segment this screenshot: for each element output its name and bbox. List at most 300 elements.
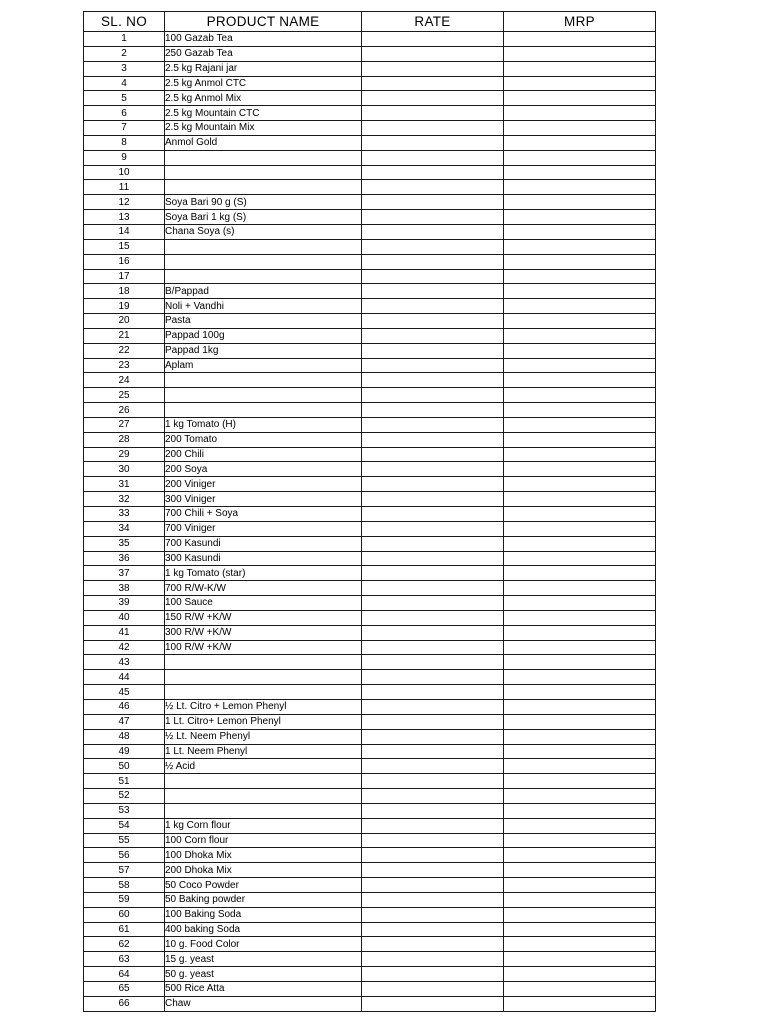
cell-mrp xyxy=(504,373,656,388)
table-row xyxy=(84,477,656,492)
cell-rate xyxy=(362,744,504,759)
cell-mrp xyxy=(504,46,656,61)
cell-product-name xyxy=(165,254,362,269)
cell-product-name: 2.5 kg Anmol Mix xyxy=(165,91,362,106)
cell-mrp xyxy=(504,640,656,655)
cell-rate xyxy=(362,224,504,239)
table-row xyxy=(84,729,656,744)
table-row xyxy=(84,892,656,907)
cell-rate xyxy=(362,610,504,625)
cell-product-name: 700 Chili + Soya xyxy=(165,507,362,522)
table-row xyxy=(84,967,656,982)
table-row xyxy=(84,610,656,625)
cell-rate xyxy=(362,328,504,343)
cell-product-name: 100 Corn flour xyxy=(165,833,362,848)
cell-product-name: 50 Coco Powder xyxy=(165,878,362,893)
table-row xyxy=(84,314,656,329)
table-row xyxy=(84,640,656,655)
cell-sl-no: 37 xyxy=(84,566,165,581)
cell-rate xyxy=(362,403,504,418)
cell-sl-no: 40 xyxy=(84,610,165,625)
cell-product-name: 2.5 kg Rajani jar xyxy=(165,61,362,76)
cell-mrp xyxy=(504,135,656,150)
cell-product-name: Aplam xyxy=(165,358,362,373)
cell-sl-no: 20 xyxy=(84,314,165,329)
table-row xyxy=(84,878,656,893)
cell-mrp xyxy=(504,878,656,893)
cell-product-name xyxy=(165,239,362,254)
cell-mrp xyxy=(504,937,656,952)
cell-sl-no: 6 xyxy=(84,106,165,121)
cell-rate xyxy=(362,625,504,640)
cell-product-name xyxy=(165,388,362,403)
table-row xyxy=(84,744,656,759)
table-row xyxy=(84,922,656,937)
cell-product-name: 15 g. yeast xyxy=(165,952,362,967)
cell-rate xyxy=(362,432,504,447)
cell-sl-no: 55 xyxy=(84,833,165,848)
table-row xyxy=(84,759,656,774)
table-row xyxy=(84,358,656,373)
cell-mrp xyxy=(504,195,656,210)
cell-mrp xyxy=(504,462,656,477)
cell-product-name xyxy=(165,373,362,388)
cell-product-name: 400 baking Soda xyxy=(165,922,362,937)
cell-mrp xyxy=(504,892,656,907)
cell-product-name: 10 g. Food Color xyxy=(165,937,362,952)
cell-mrp xyxy=(504,581,656,596)
table-row xyxy=(84,180,656,195)
cell-sl-no: 17 xyxy=(84,269,165,284)
cell-product-name: Noli + Vandhi xyxy=(165,299,362,314)
cell-mrp xyxy=(504,358,656,373)
cell-rate xyxy=(362,239,504,254)
table-row xyxy=(84,210,656,225)
cell-mrp xyxy=(504,536,656,551)
cell-rate xyxy=(362,699,504,714)
table-row xyxy=(84,566,656,581)
table-row xyxy=(84,507,656,522)
cell-rate xyxy=(362,150,504,165)
cell-mrp xyxy=(504,180,656,195)
table-row xyxy=(84,907,656,922)
cell-sl-no: 12 xyxy=(84,195,165,210)
cell-product-name: 200 Viniger xyxy=(165,477,362,492)
cell-mrp xyxy=(504,759,656,774)
cell-product-name: 150 R/W +K/W xyxy=(165,610,362,625)
cell-sl-no: 36 xyxy=(84,551,165,566)
cell-mrp xyxy=(504,789,656,804)
table-row xyxy=(84,818,656,833)
cell-rate xyxy=(362,685,504,700)
cell-mrp xyxy=(504,269,656,284)
cell-sl-no: 50 xyxy=(84,759,165,774)
cell-sl-no: 22 xyxy=(84,343,165,358)
cell-mrp xyxy=(504,121,656,136)
cell-rate xyxy=(362,789,504,804)
cell-sl-no: 1 xyxy=(84,32,165,47)
table-row xyxy=(84,996,656,1011)
cell-sl-no: 28 xyxy=(84,432,165,447)
table-row xyxy=(84,655,656,670)
table-row xyxy=(84,551,656,566)
cell-rate xyxy=(362,61,504,76)
cell-rate xyxy=(362,254,504,269)
cell-rate xyxy=(362,848,504,863)
table-row xyxy=(84,106,656,121)
cell-mrp xyxy=(504,447,656,462)
cell-rate xyxy=(362,269,504,284)
cell-product-name xyxy=(165,685,362,700)
table-row xyxy=(84,521,656,536)
table-row xyxy=(84,803,656,818)
cell-sl-no: 41 xyxy=(84,625,165,640)
product-price-table xyxy=(83,11,656,1012)
table-row xyxy=(84,299,656,314)
cell-rate xyxy=(362,195,504,210)
table-row xyxy=(84,699,656,714)
cell-rate xyxy=(362,907,504,922)
cell-sl-no: 56 xyxy=(84,848,165,863)
cell-mrp xyxy=(504,670,656,685)
cell-sl-no: 43 xyxy=(84,655,165,670)
cell-mrp xyxy=(504,596,656,611)
cell-product-name xyxy=(165,803,362,818)
cell-rate xyxy=(362,373,504,388)
cell-rate xyxy=(362,640,504,655)
cell-sl-no: 8 xyxy=(84,135,165,150)
cell-mrp xyxy=(504,729,656,744)
cell-mrp xyxy=(504,774,656,789)
cell-mrp xyxy=(504,952,656,967)
cell-sl-no: 63 xyxy=(84,952,165,967)
table-row xyxy=(84,848,656,863)
cell-rate xyxy=(362,314,504,329)
cell-sl-no: 18 xyxy=(84,284,165,299)
cell-sl-no: 13 xyxy=(84,210,165,225)
cell-sl-no: 4 xyxy=(84,76,165,91)
cell-sl-no: 31 xyxy=(84,477,165,492)
cell-sl-no: 52 xyxy=(84,789,165,804)
cell-rate xyxy=(362,996,504,1011)
cell-mrp xyxy=(504,566,656,581)
cell-sl-no: 9 xyxy=(84,150,165,165)
cell-rate xyxy=(362,477,504,492)
cell-rate xyxy=(362,46,504,61)
cell-product-name: Soya Bari 1 kg (S) xyxy=(165,210,362,225)
cell-mrp xyxy=(504,521,656,536)
cell-product-name: 100 Sauce xyxy=(165,596,362,611)
cell-mrp xyxy=(504,507,656,522)
cell-product-name: ½ Lt. Neem Phenyl xyxy=(165,729,362,744)
table-row xyxy=(84,195,656,210)
table-row xyxy=(84,121,656,136)
cell-rate xyxy=(362,521,504,536)
cell-sl-no: 33 xyxy=(84,507,165,522)
cell-sl-no: 10 xyxy=(84,165,165,180)
cell-rate xyxy=(362,299,504,314)
cell-product-name: 300 R/W +K/W xyxy=(165,625,362,640)
table-row xyxy=(84,284,656,299)
cell-product-name: Pappad 100g xyxy=(165,328,362,343)
cell-rate xyxy=(362,937,504,952)
cell-product-name: 100 Dhoka Mix xyxy=(165,848,362,863)
table-row xyxy=(84,492,656,507)
cell-rate xyxy=(362,566,504,581)
cell-rate xyxy=(362,759,504,774)
cell-sl-no: 53 xyxy=(84,803,165,818)
table-row xyxy=(84,982,656,997)
cell-mrp xyxy=(504,655,656,670)
cell-sl-no: 46 xyxy=(84,699,165,714)
cell-sl-no: 65 xyxy=(84,982,165,997)
table-row xyxy=(84,269,656,284)
cell-mrp xyxy=(504,610,656,625)
cell-mrp xyxy=(504,210,656,225)
cell-sl-no: 7 xyxy=(84,121,165,136)
cell-sl-no: 47 xyxy=(84,714,165,729)
cell-product-name: 300 Kasundi xyxy=(165,551,362,566)
cell-sl-no: 16 xyxy=(84,254,165,269)
cell-sl-no: 54 xyxy=(84,818,165,833)
cell-product-name xyxy=(165,165,362,180)
cell-mrp xyxy=(504,863,656,878)
cell-product-name: 700 Viniger xyxy=(165,521,362,536)
cell-product-name: 2.5 kg Anmol CTC xyxy=(165,76,362,91)
cell-sl-no: 58 xyxy=(84,878,165,893)
table-row xyxy=(84,165,656,180)
cell-product-name xyxy=(165,670,362,685)
table-row xyxy=(84,789,656,804)
cell-product-name: 50 Baking powder xyxy=(165,892,362,907)
cell-sl-no: 59 xyxy=(84,892,165,907)
cell-sl-no: 61 xyxy=(84,922,165,937)
cell-sl-no: 15 xyxy=(84,239,165,254)
cell-mrp xyxy=(504,314,656,329)
table-row xyxy=(84,46,656,61)
cell-mrp xyxy=(504,417,656,432)
cell-sl-no: 64 xyxy=(84,967,165,982)
cell-mrp xyxy=(504,714,656,729)
cell-product-name: 100 Baking Soda xyxy=(165,907,362,922)
cell-rate xyxy=(362,462,504,477)
cell-rate xyxy=(362,135,504,150)
cell-rate xyxy=(362,343,504,358)
cell-rate xyxy=(362,447,504,462)
cell-rate xyxy=(362,180,504,195)
cell-sl-no: 27 xyxy=(84,417,165,432)
table-row xyxy=(84,150,656,165)
cell-mrp xyxy=(504,967,656,982)
table-row xyxy=(84,432,656,447)
cell-rate xyxy=(362,982,504,997)
cell-product-name: ½ Acid xyxy=(165,759,362,774)
cell-mrp xyxy=(504,165,656,180)
cell-product-name: 1 Lt. Citro+ Lemon Phenyl xyxy=(165,714,362,729)
table-row xyxy=(84,328,656,343)
cell-sl-no: 26 xyxy=(84,403,165,418)
cell-product-name xyxy=(165,655,362,670)
table-row xyxy=(84,952,656,967)
cell-product-name: Soya Bari 90 g (S) xyxy=(165,195,362,210)
cell-mrp xyxy=(504,685,656,700)
table-row xyxy=(84,462,656,477)
cell-mrp xyxy=(504,907,656,922)
table-row xyxy=(84,388,656,403)
cell-product-name xyxy=(165,774,362,789)
cell-sl-no: 48 xyxy=(84,729,165,744)
cell-mrp xyxy=(504,299,656,314)
cell-product-name: 2.5 kg Mountain Mix xyxy=(165,121,362,136)
cell-mrp xyxy=(504,922,656,937)
cell-mrp xyxy=(504,76,656,91)
cell-mrp xyxy=(504,477,656,492)
cell-sl-no: 2 xyxy=(84,46,165,61)
header-row xyxy=(84,12,656,32)
cell-product-name: 200 Soya xyxy=(165,462,362,477)
cell-rate xyxy=(362,803,504,818)
cell-rate xyxy=(362,670,504,685)
cell-product-name: Anmol Gold xyxy=(165,135,362,150)
cell-rate xyxy=(362,507,504,522)
cell-product-name: 2.5 kg Mountain CTC xyxy=(165,106,362,121)
cell-sl-no: 21 xyxy=(84,328,165,343)
cell-product-name: ½ Lt. Citro + Lemon Phenyl xyxy=(165,699,362,714)
cell-product-name: 500 Rice Atta xyxy=(165,982,362,997)
cell-product-name: Chaw xyxy=(165,996,362,1011)
cell-sl-no: 19 xyxy=(84,299,165,314)
cell-mrp xyxy=(504,61,656,76)
cell-product-name: 1 kg Corn flour xyxy=(165,818,362,833)
table-row xyxy=(84,447,656,462)
cell-mrp xyxy=(504,150,656,165)
cell-rate xyxy=(362,833,504,848)
table-row xyxy=(84,863,656,878)
cell-rate xyxy=(362,596,504,611)
cell-rate xyxy=(362,863,504,878)
cell-product-name: Chana Soya (s) xyxy=(165,224,362,239)
cell-mrp xyxy=(504,224,656,239)
cell-sl-no: 45 xyxy=(84,685,165,700)
cell-rate xyxy=(362,581,504,596)
table-row xyxy=(84,536,656,551)
cell-sl-no: 62 xyxy=(84,937,165,952)
cell-rate xyxy=(362,284,504,299)
cell-product-name: 1 Lt. Neem Phenyl xyxy=(165,744,362,759)
cell-product-name: Pappad 1kg xyxy=(165,343,362,358)
table-body xyxy=(84,32,656,1012)
cell-product-name: 200 Chili xyxy=(165,447,362,462)
cell-mrp xyxy=(504,625,656,640)
table-row xyxy=(84,581,656,596)
cell-mrp xyxy=(504,982,656,997)
cell-product-name xyxy=(165,180,362,195)
cell-sl-no: 25 xyxy=(84,388,165,403)
table-row xyxy=(84,625,656,640)
cell-mrp xyxy=(504,432,656,447)
cell-mrp xyxy=(504,328,656,343)
cell-mrp xyxy=(504,744,656,759)
cell-mrp xyxy=(504,254,656,269)
cell-mrp xyxy=(504,492,656,507)
cell-sl-no: 11 xyxy=(84,180,165,195)
cell-rate xyxy=(362,32,504,47)
cell-sl-no: 24 xyxy=(84,373,165,388)
table-header xyxy=(84,12,656,32)
table-row xyxy=(84,403,656,418)
cell-rate xyxy=(362,729,504,744)
cell-sl-no: 60 xyxy=(84,907,165,922)
cell-rate xyxy=(362,952,504,967)
cell-sl-no: 66 xyxy=(84,996,165,1011)
cell-mrp xyxy=(504,239,656,254)
cell-sl-no: 23 xyxy=(84,358,165,373)
cell-product-name: 300 Viniger xyxy=(165,492,362,507)
cell-mrp xyxy=(504,106,656,121)
cell-sl-no: 49 xyxy=(84,744,165,759)
cell-rate xyxy=(362,714,504,729)
cell-mrp xyxy=(504,388,656,403)
cell-product-name: 100 Gazab Tea xyxy=(165,32,362,47)
header-mrp: MRP xyxy=(504,12,656,32)
cell-product-name: 250 Gazab Tea xyxy=(165,46,362,61)
table-row xyxy=(84,373,656,388)
cell-mrp xyxy=(504,32,656,47)
cell-rate xyxy=(362,210,504,225)
cell-sl-no: 39 xyxy=(84,596,165,611)
cell-mrp xyxy=(504,996,656,1011)
cell-rate xyxy=(362,106,504,121)
table-row xyxy=(84,417,656,432)
cell-rate xyxy=(362,551,504,566)
cell-sl-no: 44 xyxy=(84,670,165,685)
cell-product-name: 1 kg Tomato (H) xyxy=(165,417,362,432)
cell-rate xyxy=(362,536,504,551)
table-row xyxy=(84,937,656,952)
cell-product-name: B/Pappad xyxy=(165,284,362,299)
cell-sl-no: 29 xyxy=(84,447,165,462)
cell-sl-no: 3 xyxy=(84,61,165,76)
cell-product-name: 1 kg Tomato (star) xyxy=(165,566,362,581)
cell-rate xyxy=(362,892,504,907)
table-row xyxy=(84,61,656,76)
cell-rate xyxy=(362,417,504,432)
cell-mrp xyxy=(504,803,656,818)
table-row xyxy=(84,91,656,106)
table-row xyxy=(84,833,656,848)
cell-rate xyxy=(362,774,504,789)
cell-product-name xyxy=(165,150,362,165)
table-row xyxy=(84,224,656,239)
cell-mrp xyxy=(504,403,656,418)
table-row xyxy=(84,596,656,611)
table-row xyxy=(84,774,656,789)
table-row xyxy=(84,254,656,269)
cell-rate xyxy=(362,388,504,403)
header-rate: RATE xyxy=(362,12,504,32)
cell-product-name: Pasta xyxy=(165,314,362,329)
cell-product-name: 700 Kasundi xyxy=(165,536,362,551)
cell-mrp xyxy=(504,818,656,833)
cell-mrp xyxy=(504,284,656,299)
table-row xyxy=(84,714,656,729)
cell-product-name: 100 R/W +K/W xyxy=(165,640,362,655)
cell-rate xyxy=(362,967,504,982)
cell-sl-no: 38 xyxy=(84,581,165,596)
cell-mrp xyxy=(504,551,656,566)
cell-sl-no: 5 xyxy=(84,91,165,106)
cell-mrp xyxy=(504,699,656,714)
